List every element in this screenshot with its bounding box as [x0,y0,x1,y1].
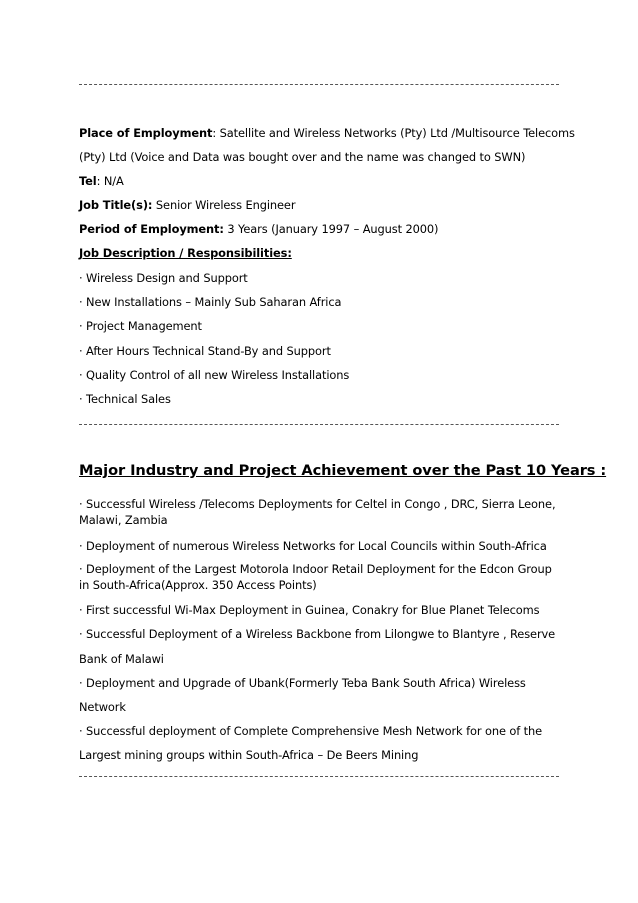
achievement-item: Network [79,700,126,714]
achievement-item: · Deployment of the Largest Motorola Indoor Retail Deployment for the Edcon Group in South-Africa(Approx. 350 Access Points) [79,562,552,592]
job-title-line [79,198,559,212]
achievement-item: · Successful Deployment of a Wireless Backbone from Lilongwe to Blantyre , Reserve [79,627,556,641]
job-title-label: Job Title(s): [79,198,153,212]
achievement-item: Bank of Malawi [79,652,164,666]
place-of-employment-cont: (Pty) Ltd (Voice and Data was bought over and the name was changed to SWN) [79,150,526,164]
achievement-item: Largest mining groups within South-Africa – De Beers Mining [79,748,419,762]
achievements-heading: Major Industry and Project Achievement over the Past 10 Years : [79,462,607,479]
responsibility-item: · Quality Control of all new Wireless Installations [79,368,350,382]
tel-value: : N/A [96,174,124,188]
tel-label: Tel [79,174,97,188]
achievement-item: · Successful Wireless /Telecoms Deployments for Celtel in Congo , DRC, Sierra Leone, Malawi, Zambia [79,497,556,527]
job-title-value: Senior Wireless Engineer [152,198,296,212]
achievement-item: · First successful Wi-Max Deployment in Guinea, Conakry for Blue Planet Telecoms [79,603,540,617]
tel-line [79,174,559,188]
place-value: : Satellite and Wireless Networks (Pty) Ltd /Multisource Telecoms [212,126,575,140]
bottom-divider [79,776,559,777]
top-divider [79,84,559,85]
responsibility-item: · Wireless Design and Support [79,271,248,285]
responsibility-item: · Technical Sales [79,392,171,406]
achievement-item: · Successful deployment of Complete Comprehensive Mesh Network for one of the [79,724,543,738]
achievement-item: · Deployment of numerous Wireless Networks for Local Councils within South-Africa [79,539,547,553]
responsibility-item: · Project Management [79,319,202,333]
period-line [79,222,559,236]
responsibilities-heading: Job Description / Responsibilities: [79,246,292,260]
middle-divider [79,424,559,425]
period-value: 3 Years (January 1997 – August 2000) [223,222,439,236]
place-label: Place of Employment [79,126,213,140]
responsibility-item: · New Installations – Mainly Sub Saharan Africa [79,295,342,309]
responsibility-item: · After Hours Technical Stand-By and Support [79,344,331,358]
achievement-item: · Deployment and Upgrade of Ubank(Formerly Teba Bank South Africa) Wireless [79,676,526,690]
place-of-employment-line [79,126,575,140]
period-label: Period of Employment: [79,222,224,236]
